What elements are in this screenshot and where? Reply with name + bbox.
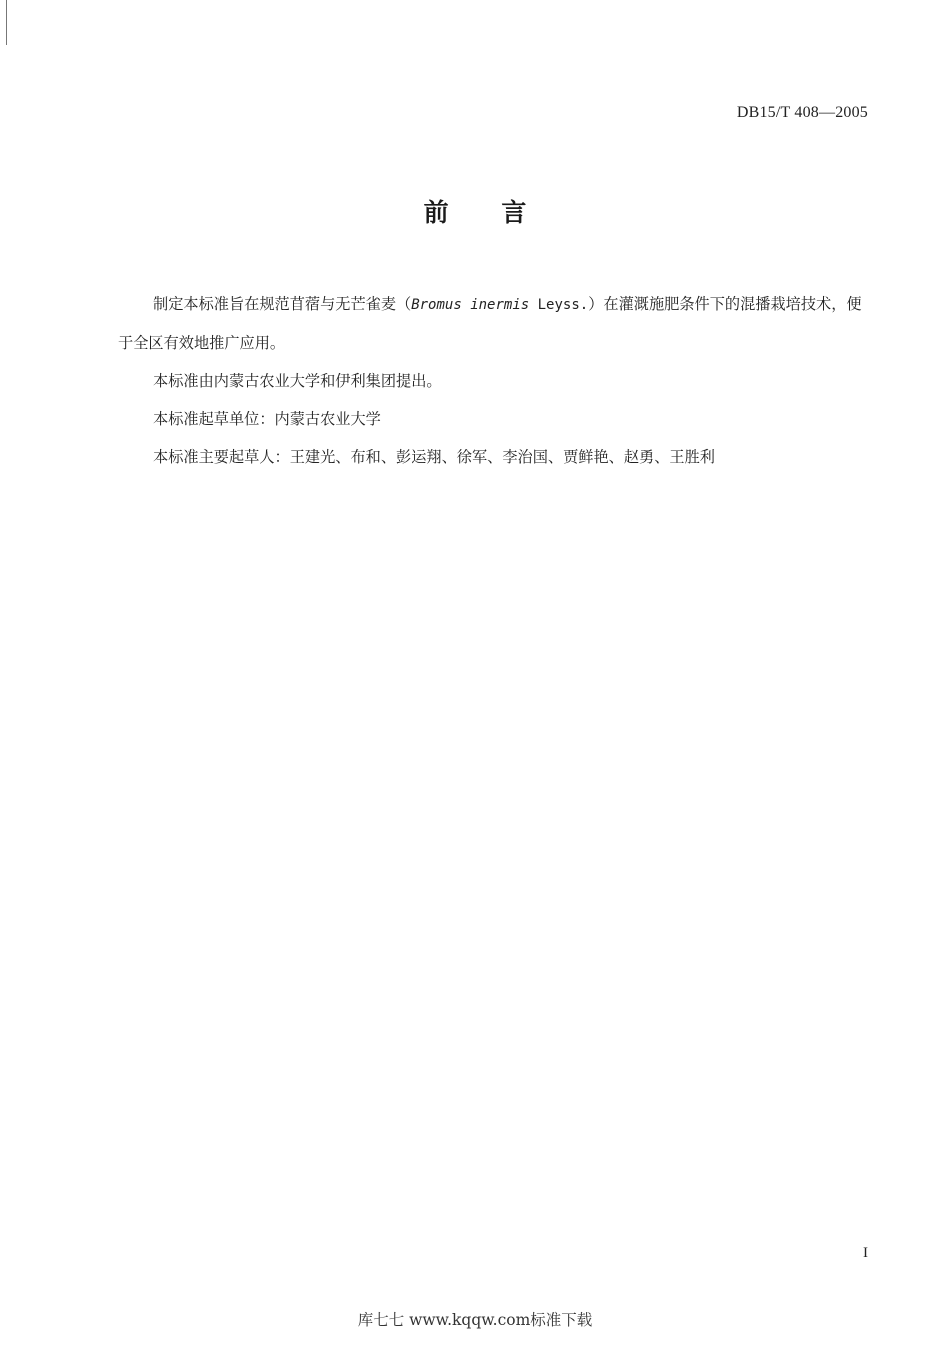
paragraph-purpose <box>118 285 870 362</box>
paragraph-purpose-pre: 制定本标准旨在规范苜蓿与无芒雀麦（ <box>153 295 412 313</box>
scan-edge-line <box>6 0 7 45</box>
paragraph-drafters: 本标准主要起草人：王建光、布和、彭运翔、徐军、李治国、贾鲜艳、赵勇、王胜利 <box>153 448 715 466</box>
standard-code: DB15/T 408—2005 <box>736 104 868 121</box>
page-title: 前 言 <box>423 198 549 227</box>
paragraph-drafting-unit: 本标准起草单位：内蒙古农业大学 <box>153 410 381 428</box>
scientific-author: Leyss. <box>529 297 589 313</box>
foreword-body <box>118 285 870 476</box>
paragraph-purpose-post: ）在灌溉施肥条件下的混播栽培技术，便于全区有效地推广应用。 <box>118 295 862 352</box>
paragraph-proposer: 本标准由内蒙古农业大学和伊利集团提出。 <box>153 372 442 390</box>
scientific-name: Bromus inermis <box>411 297 530 313</box>
page-number: I <box>863 1245 868 1261</box>
footer-watermark: 库七七 www.kqqw.com标准下载 <box>357 1311 593 1329</box>
